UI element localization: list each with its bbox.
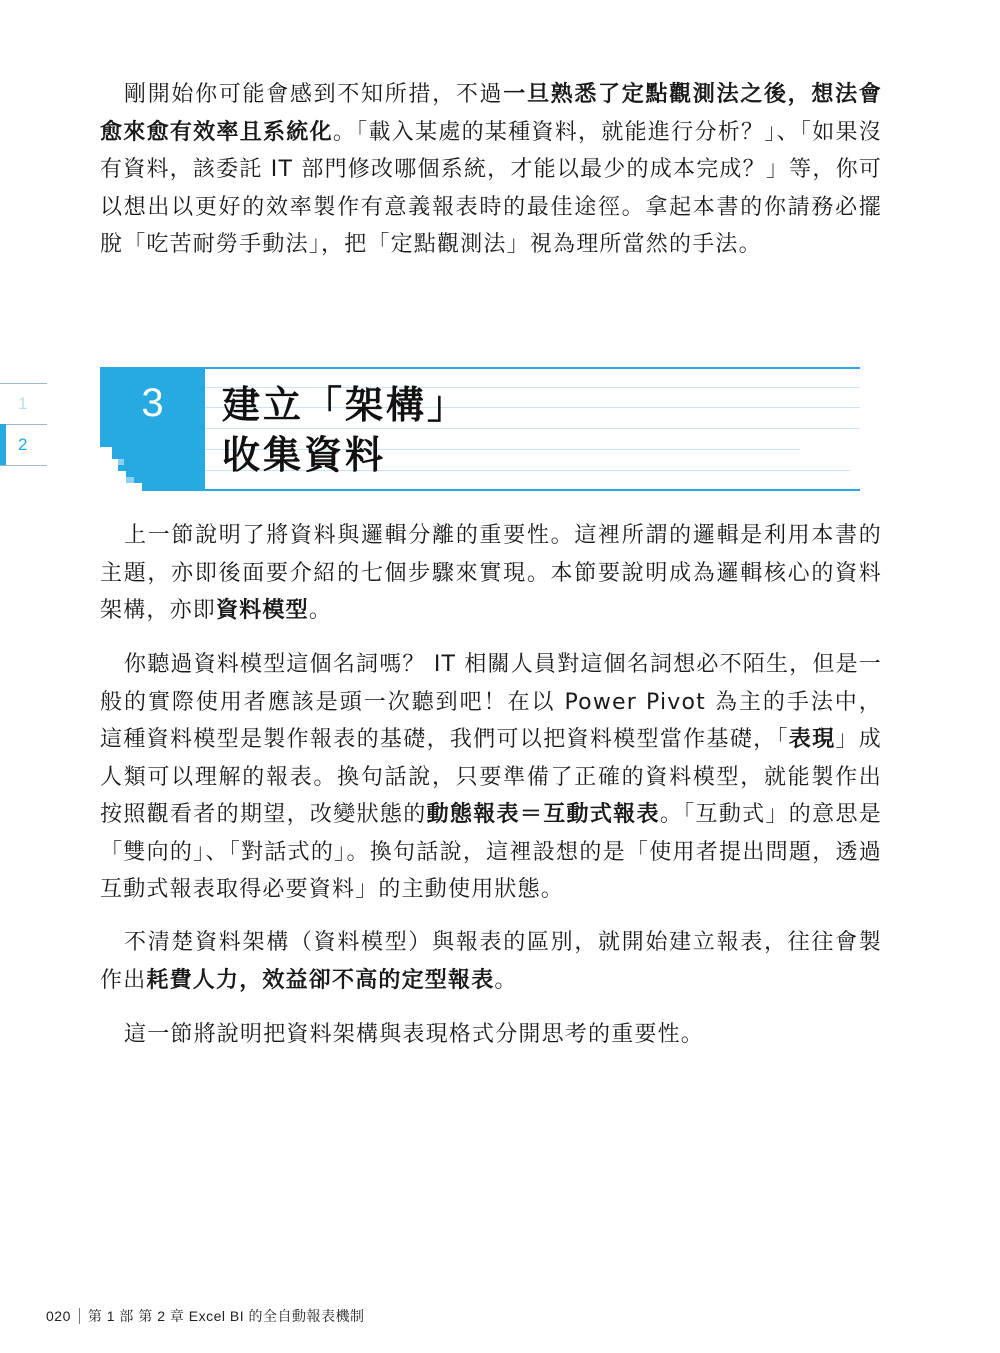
side-tab-item-2: 2 — [18, 435, 28, 454]
chapter-info: 第 1 部 第 2 章 Excel BI 的全自動報表機制 — [87, 1308, 365, 1324]
pixel-decor — [126, 477, 134, 483]
section-number: 3 — [141, 381, 164, 425]
pixel-decor — [100, 447, 112, 459]
section-title — [222, 380, 468, 480]
header-rule — [205, 367, 860, 369]
paragraph-closing: 這一節將說明把資料架構與表現格式分開思考的重要性。 — [124, 1022, 705, 1047]
side-tab-item-1: 1 — [18, 394, 28, 413]
pixel-decor — [118, 459, 124, 465]
paragraph-data-model: 上一節說明了將資料與邏輯分離的重要性。這裡所謂的邏輯是利用本書的主題，亦即後面要介紹的七個步驟來實現。本節要說明成為邏輯核心的資料架構，亦即資料模型。 — [100, 523, 882, 623]
section-number-box — [100, 367, 205, 491]
bold-phrase: 資料模型 — [216, 598, 309, 623]
footer-divider — [79, 1308, 80, 1324]
pixel-decor — [100, 483, 142, 491]
page-footer — [46, 1306, 365, 1326]
header-rule — [205, 489, 860, 491]
section-title-line-2: 收集資料 — [222, 433, 387, 477]
paragraph-fixed-report: 不清楚資料架構（資料模型）與報表的區別，就開始建立報表，往往會製作出耗費人力，效益卻不高的定型報表。 — [100, 930, 882, 993]
section-title-line-1: 建立「架構」 — [222, 383, 469, 427]
pixel-decor — [100, 459, 118, 471]
paragraph-intro: 剛開始你可能會感到不知所措，不過一旦熟悉了定點觀測法之後，想法會愈來愈有效率且系統化。「載入某處的某種資料，就能進行分析？」、「如果沒有資料，該委託 IT 部門修改哪個系統，才能以最少的成本完成？」等，你可以想出以更好的效率製作有意義報表時的最佳途徑。拿起本書的你請務必擺脫「吃苦耐勞手動法」，把「定點觀測法」視為理所當然的手法。 — [100, 82, 882, 257]
bold-phrase: 一旦熟悉了定點觀測法之後，想法會愈來愈有效率且系統化 — [100, 82, 882, 145]
bold-phrase: 動態報表＝互動式報表 — [426, 802, 660, 827]
side-tab-divider — [0, 465, 47, 466]
paragraph-interactive-report: 你聽過資料模型這個名詞嗎？ IT 相關人員對這個名詞想必不陌生，但是一般的實際使用者應該是頭一次聽到吧！在以 Power Pivot 為主的手法中，這種資料模型是製作報表的基礎，我們可以把資料模型當作基礎，「表現」成人類可以理解的報表。換句話說，只要準備了正確的資料模型，就能製作出按照觀看者的期望，改變狀態的動態報表＝互動式報表。「互動式」的意思是「雙向的」、「對話式的」。換句話說，這裡設想的是「使用者提出問題，透過互動式報表取得必要資料」的主動使用狀態。 — [100, 652, 882, 902]
bold-phrase: 耗費人力，效益卻不高的定型報表 — [146, 967, 495, 993]
bold-phrase: 表現 — [788, 727, 836, 752]
side-tab-divider — [0, 424, 47, 425]
page-number: 020 — [46, 1308, 71, 1324]
side-tab-divider — [0, 383, 47, 384]
side-tab-active-marker — [0, 424, 6, 465]
pixel-decor — [100, 471, 126, 483]
